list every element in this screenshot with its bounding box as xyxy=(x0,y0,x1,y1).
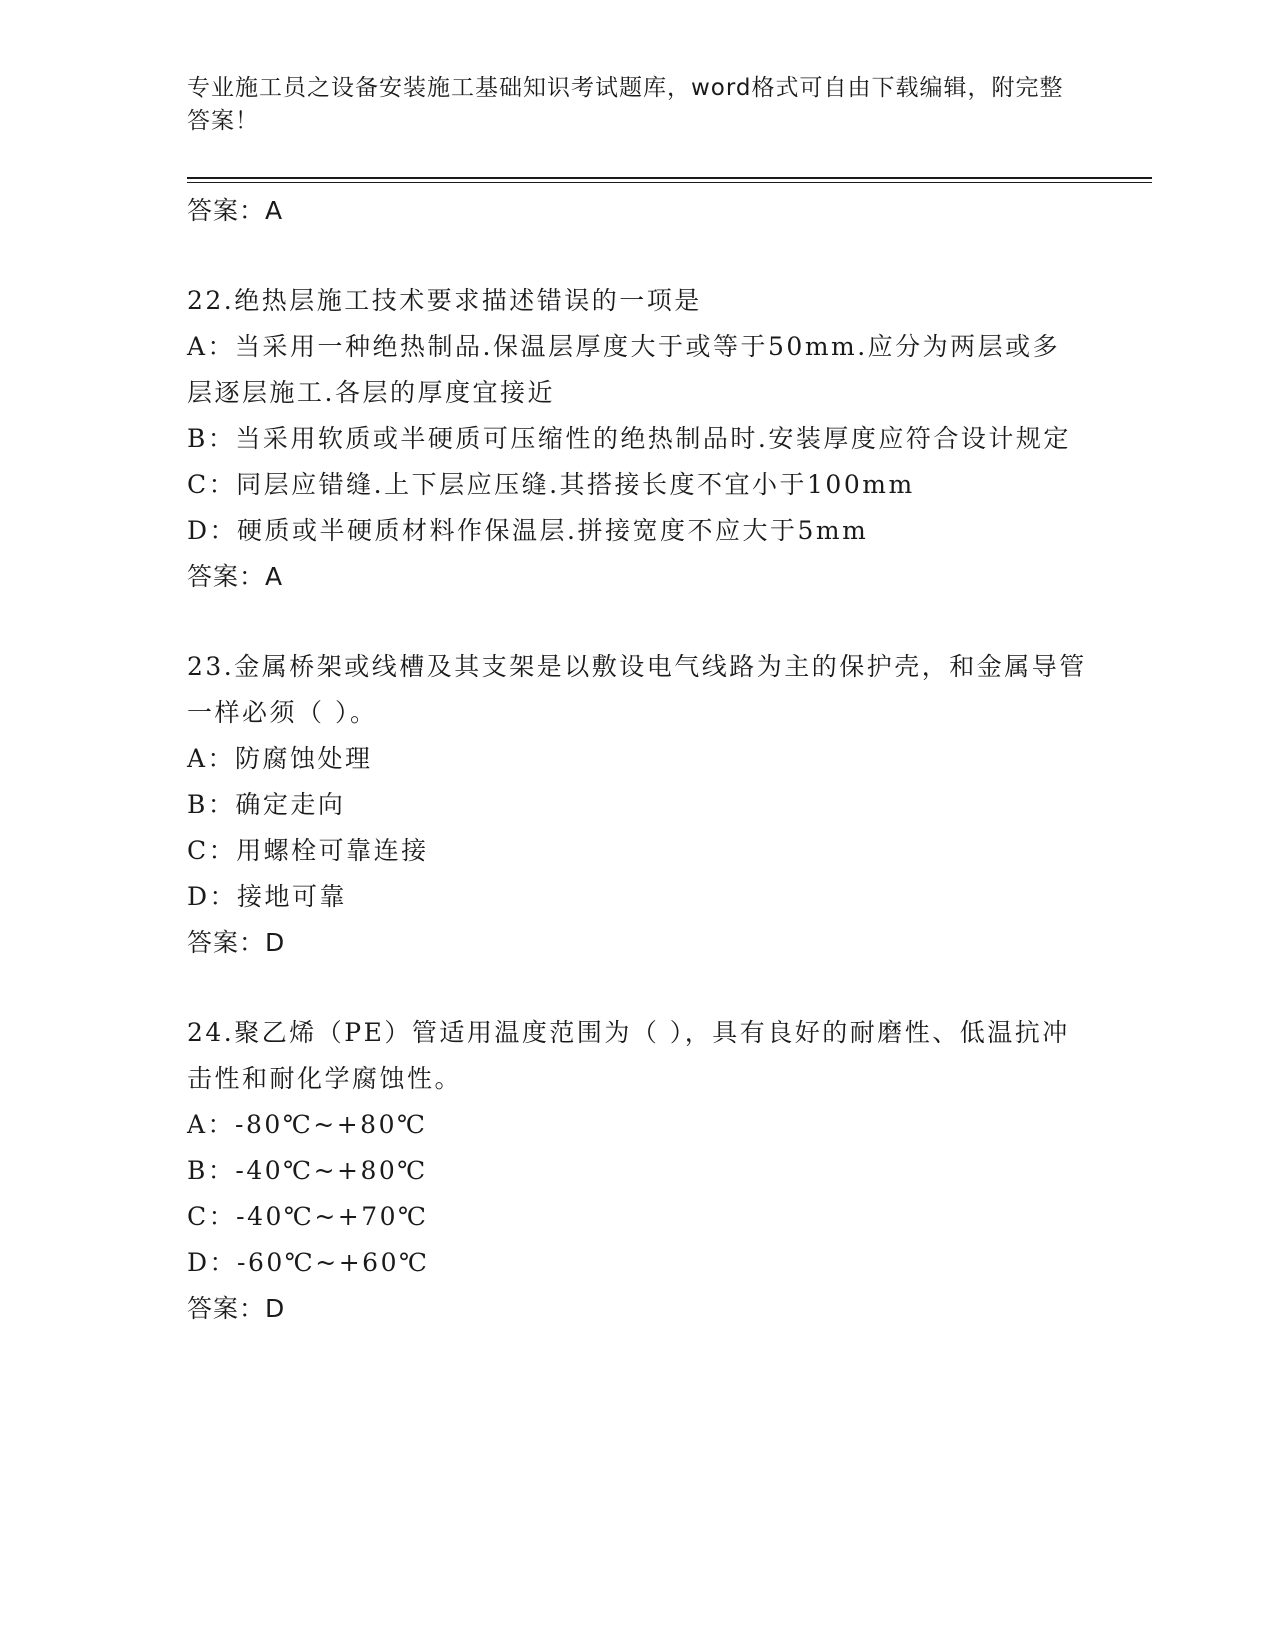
question-block xyxy=(187,278,1087,600)
option-a: A：当采用一种绝热制品.保温层厚度大于或等于50mm.应分为两层或多层逐层施工.各层的厚度宜接近 xyxy=(187,332,1061,407)
document-header: 专业施工员之设备安装施工基础知识考试题库，word格式可自由下载编辑，附完整答案！ xyxy=(187,75,1064,134)
spacer xyxy=(187,600,1087,644)
question-block xyxy=(187,644,1087,966)
option-c: C：用螺栓可靠连接 xyxy=(187,836,429,865)
answer-line: 答案：A xyxy=(187,196,284,225)
option-b: B：当采用软质或半硬质可压缩性的绝热制品时.安装厚度应符合设计规定 xyxy=(187,424,1071,453)
option-b: B：确定走向 xyxy=(187,790,346,819)
option-b: B：-40℃~+80℃ xyxy=(187,1156,428,1185)
question-text: 24.聚乙烯（PE）管适用温度范围为（ ），具有良好的耐磨性、低温抗冲击性和耐化学腐蚀性。 xyxy=(187,1018,1070,1093)
option-a: A：-80℃~+80℃ xyxy=(187,1110,428,1139)
option-d: D：硬质或半硬质材料作保温层.拼接宽度不应大于5mm xyxy=(187,516,869,545)
option-c: C：同层应错缝.上下层应压缝.其搭接长度不宜小于100mm xyxy=(187,470,915,499)
spacer xyxy=(187,234,1087,278)
answer-line: 答案：A xyxy=(187,562,284,591)
header-rule-thick xyxy=(187,177,1152,179)
spacer xyxy=(187,966,1087,1010)
answer-line: 答案：D xyxy=(187,928,286,957)
option-c: C：-40℃~+70℃ xyxy=(187,1202,429,1231)
option-d: D：接地可靠 xyxy=(187,882,348,911)
question-text: 23.金属桥架或线槽及其支架是以敷设电气线路为主的保护壳，和金属导管一样必须（ ）。 xyxy=(187,652,1087,727)
option-d: D：-60℃~+60℃ xyxy=(187,1248,430,1277)
question-list xyxy=(187,188,1087,1332)
header-rule-thin xyxy=(187,182,1152,183)
question-text: 22.绝热层施工技术要求描述错误的一项是 xyxy=(187,286,702,315)
answer-line: 答案：D xyxy=(187,1294,286,1323)
option-a: A：防腐蚀处理 xyxy=(187,744,373,773)
question-block xyxy=(187,1010,1087,1332)
